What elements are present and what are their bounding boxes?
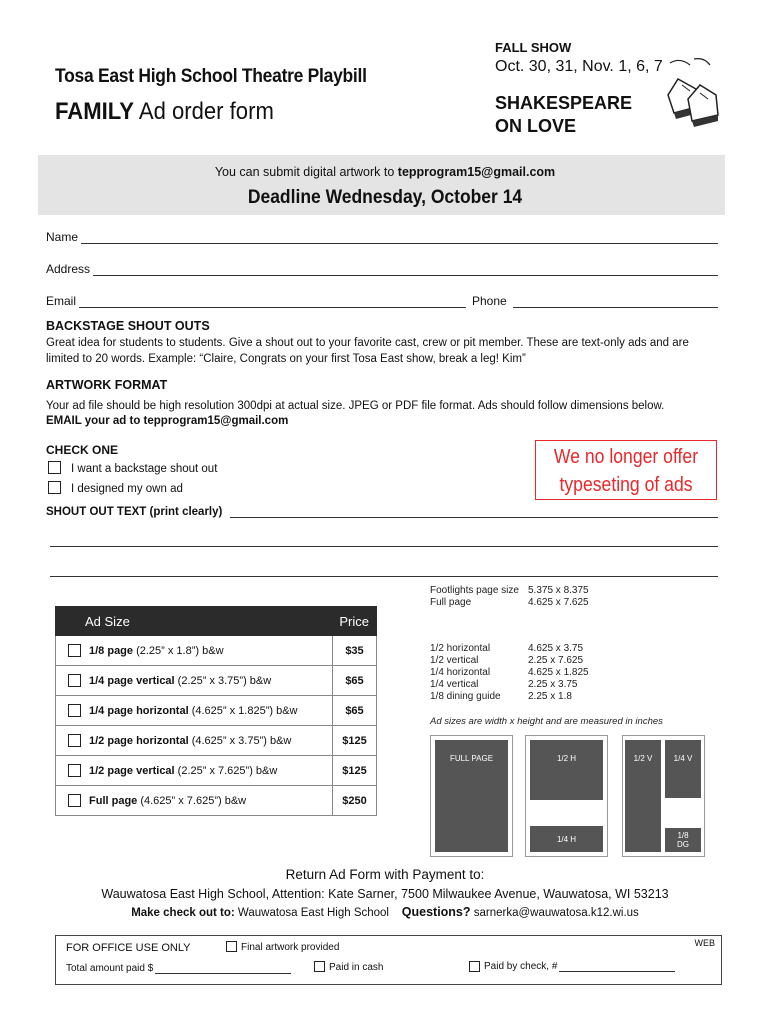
name-label: Name xyxy=(46,230,79,244)
row-label xyxy=(89,705,297,717)
submit-email: tepprogram15@gmail.com xyxy=(397,165,556,179)
phone-field[interactable] xyxy=(513,296,718,308)
own-ad-checkbox[interactable] xyxy=(48,481,61,494)
ad-size-table xyxy=(55,606,377,816)
shoutout-text-field-1[interactable] xyxy=(230,506,718,518)
shoutout-option[interactable] xyxy=(48,461,217,477)
row-price: $250 xyxy=(332,786,376,815)
deadline-heading: Deadline Wednesday, October 14 xyxy=(247,187,523,208)
dim-label: 1/4 vertical xyxy=(430,679,479,690)
final-artwork-label: Final artwork provided xyxy=(241,942,340,953)
paid-check-checkbox[interactable] xyxy=(469,961,480,972)
address-label: Address xyxy=(46,262,91,276)
show-title xyxy=(495,92,632,138)
shoutout-text-row xyxy=(46,506,718,518)
final-artwork-option[interactable] xyxy=(226,941,339,953)
web-label: WEB xyxy=(694,938,715,948)
row-size: 1/4 page vertical xyxy=(89,674,175,687)
row-checkbox[interactable] xyxy=(68,644,81,657)
table-row[interactable] xyxy=(55,696,377,726)
row-label xyxy=(89,765,277,777)
paid-cash-label: Paid in cash xyxy=(329,962,384,973)
table-header xyxy=(55,606,377,636)
notice-line2: typeseting of ads xyxy=(559,474,693,496)
col-price: Price xyxy=(339,613,369,629)
own-ad-option[interactable] xyxy=(48,481,183,497)
show-title-line2: ON LOVE xyxy=(495,116,577,136)
row-checkbox[interactable] xyxy=(68,704,81,717)
full-page-box: FULL PAGE xyxy=(435,740,508,852)
typesetting-notice xyxy=(535,440,717,500)
dim-value: 4.625 x 3.75 xyxy=(528,643,584,654)
phone-label: Phone xyxy=(472,294,507,308)
row-dims: (4.625” x 7.625”) b&w xyxy=(137,794,247,807)
form-title-line1: Tosa East High School Theatre Playbill xyxy=(55,66,367,87)
dimensions-note: Ad sizes are width x height and are measured in inches xyxy=(430,716,663,727)
dim-label: 1/2 horizontal xyxy=(430,643,491,654)
email-field-row xyxy=(46,294,466,308)
eighth-box xyxy=(665,828,701,852)
eighth-label: 1/8 xyxy=(677,831,689,840)
row-label xyxy=(89,735,291,747)
show-dates: Oct. 30, 31, Nov. 1, 6, 7 xyxy=(495,58,663,75)
questions-label: Questions? xyxy=(401,905,471,919)
row-checkbox[interactable] xyxy=(68,734,81,747)
quarter-h-box: 1/4 H xyxy=(530,826,603,852)
shoutout-text-label: SHOUT OUT TEXT (print clearly) xyxy=(46,506,223,518)
row-price: $65 xyxy=(332,696,376,725)
table-row[interactable] xyxy=(55,726,377,756)
row-label xyxy=(89,795,246,807)
return-address: Wauwatosa East High School, Attention: Kate Sarner, 7500 Milwaukee Avenue, Wauwatosa, WI 53213 xyxy=(101,887,669,901)
table-row[interactable] xyxy=(55,636,377,666)
final-artwork-checkbox[interactable] xyxy=(226,941,237,952)
paid-check-option[interactable] xyxy=(469,961,675,972)
half-quarter-h-diagram xyxy=(525,735,608,857)
row-label xyxy=(89,675,271,687)
phone-field-row xyxy=(472,294,718,308)
row-price: $125 xyxy=(332,726,376,755)
row-size: 1/2 page horizontal xyxy=(89,734,189,747)
dim-value: 2.25 x 1.8 xyxy=(528,691,572,702)
submit-artwork-text xyxy=(0,165,770,179)
dim-value: 2.25 x 7.625 xyxy=(528,655,584,666)
vertical-ads-diagram xyxy=(622,735,705,857)
row-size: 1/8 page xyxy=(89,644,134,657)
half-v-box: 1/2 V xyxy=(625,740,661,852)
dim-value: 4.625 x 1.825 xyxy=(528,667,589,678)
row-label xyxy=(89,645,224,657)
fall-show-label: FALL SHOW xyxy=(495,40,572,55)
office-use-heading: FOR OFFICE USE ONLY xyxy=(66,942,191,954)
return-title: Return Ad Form with Payment to: xyxy=(285,867,485,882)
paid-cash-option[interactable] xyxy=(314,961,383,973)
quarter-v-box: 1/4 V xyxy=(665,740,701,798)
address-field-row xyxy=(46,262,718,276)
shoutouts-heading: BACKSTAGE SHOUT OUTS xyxy=(46,319,210,333)
submit-text: You can submit digital artwork to xyxy=(214,165,398,179)
row-price: $35 xyxy=(332,636,376,665)
row-size: Full page xyxy=(89,794,138,807)
name-field[interactable] xyxy=(81,232,718,244)
footlights-size-label: Footlights page size xyxy=(430,585,519,596)
half-h-box: 1/2 H xyxy=(530,740,603,800)
payment-info xyxy=(0,905,770,919)
sneakers-icon xyxy=(660,55,720,135)
show-title-line1: SHAKESPEARE xyxy=(495,93,633,113)
table-row[interactable] xyxy=(55,756,377,786)
row-dims: (2.25” x 1.8”) b&w xyxy=(133,644,224,657)
paid-cash-checkbox[interactable] xyxy=(314,961,325,972)
total-paid-label: Total amount paid $ xyxy=(66,963,154,974)
total-paid-field[interactable] xyxy=(155,964,291,974)
shoutout-text-field-3[interactable] xyxy=(50,576,718,577)
table-row[interactable] xyxy=(55,786,377,816)
table-row[interactable] xyxy=(55,666,377,696)
check-payee: Wauwatosa East High School xyxy=(234,907,389,919)
email-label: Email xyxy=(46,294,77,308)
own-ad-option-label: I designed my own ad xyxy=(71,483,183,495)
row-size: 1/4 page horizontal xyxy=(89,704,189,717)
notice-line1: We no longer offer xyxy=(553,446,699,468)
footlights-size-value: 5.375 x 8.375 xyxy=(528,585,589,596)
col-ad-size: Ad Size xyxy=(85,613,130,629)
row-checkbox[interactable] xyxy=(68,764,81,777)
row-dims: (4.625” x 1.825”) b&w xyxy=(188,704,298,717)
row-dims: (4.625” x 3.75”) b&w xyxy=(188,734,292,747)
check-label: Make check out to: xyxy=(131,907,235,919)
email-field[interactable] xyxy=(79,296,466,308)
check-one-heading: CHECK ONE xyxy=(46,443,119,457)
questions-email: sarnerka@wauwatosa.k12.wi.us xyxy=(470,907,639,919)
check-number-field[interactable] xyxy=(559,962,675,972)
row-price: $65 xyxy=(332,666,376,695)
artwork-text: Your ad file should be high resolution 300dpi at actual size. JPEG or PDF file format. Ads should follow dimensions below. xyxy=(46,400,665,412)
shoutout-checkbox[interactable] xyxy=(48,461,61,474)
artwork-email-line: EMAIL your ad to tepprogram15@gmail.com xyxy=(46,415,289,427)
dim-value: 2.25 x 3.75 xyxy=(528,679,578,690)
dining-guide-label: DG xyxy=(677,840,689,849)
row-dims: (2.25” x 7.625”) b&w xyxy=(174,764,278,777)
row-size: 1/2 page vertical xyxy=(89,764,175,777)
dim-label: 1/8 dining guide xyxy=(430,691,501,702)
form-title-line2 xyxy=(55,98,274,126)
row-checkbox[interactable] xyxy=(68,674,81,687)
shoutout-option-label: I want a backstage shout out xyxy=(71,463,218,475)
family-label: FAMILY xyxy=(55,98,134,125)
ad-order-form-label: Ad order form xyxy=(133,98,274,125)
artwork-heading: ARTWORK FORMAT xyxy=(46,378,168,392)
total-paid-row xyxy=(66,963,291,974)
shoutout-text-field-2[interactable] xyxy=(50,546,718,547)
paid-check-label: Paid by check, # xyxy=(484,961,558,972)
row-dims: (2.25” x 3.75”) b&w xyxy=(174,674,272,687)
dim-label: 1/4 horizontal xyxy=(430,667,491,678)
fullpage-size-label: Full page xyxy=(430,597,472,608)
row-checkbox[interactable] xyxy=(68,794,81,807)
row-price: $125 xyxy=(332,756,376,785)
office-use-box xyxy=(55,935,722,985)
fullpage-size-value: 4.625 x 7.625 xyxy=(528,597,589,608)
dim-label: 1/2 vertical xyxy=(430,655,479,666)
address-field[interactable] xyxy=(93,264,718,276)
shoutouts-text: Great idea for students to students. Give a shout out to your favorite cast, crew or pit member. These are text-only ads and are limited to 20 words. Example: “Claire, Congrats on your first Tosa East show, break a leg! Kim” xyxy=(46,337,689,365)
name-field-row xyxy=(46,230,718,244)
full-page-diagram xyxy=(430,735,513,857)
